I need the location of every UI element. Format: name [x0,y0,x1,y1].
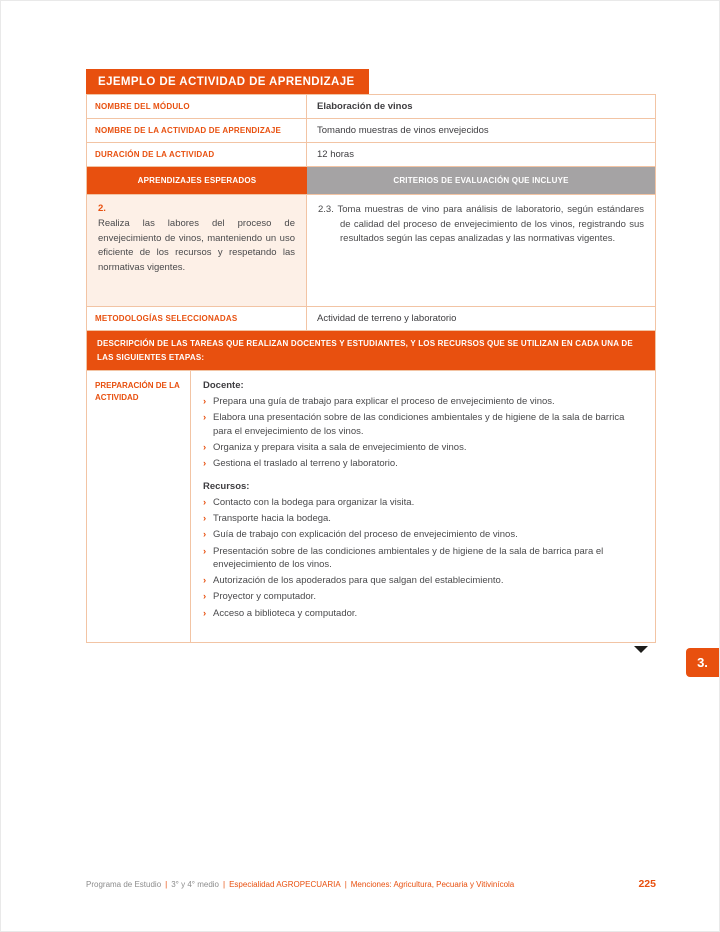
continuation-arrow-icon [634,646,648,653]
bullet-icon: › [203,529,207,541]
page-footer [86,878,656,890]
activity-name-value: Tomando muestras de vinos envejecidos [317,125,489,136]
table-row-learning-content [87,195,655,307]
list-item-text: Organiza y prepara visita a sala de envejecimiento de vinos. [213,442,467,454]
list-item [203,545,643,572]
footer-separator: | [165,880,168,889]
list-item [203,574,643,587]
table-row-preparation [87,371,655,642]
bullet-icon: › [203,458,207,470]
module-value: Elaboración de vinos [317,101,413,112]
recursos-list [203,496,643,620]
docente-list [203,395,643,470]
list-item [203,512,643,525]
duration-label: DURACIÓN DE LA ACTIVIDAD [87,143,307,166]
bullet-icon: › [203,607,207,619]
bullet-icon: › [203,496,207,508]
docente-section-title: Docente: [203,380,244,392]
list-item-text: Guía de trabajo con explicación del proceso de envejecimiento de vinos. [213,529,518,541]
list-item [203,528,643,541]
duration-value: 12 horas [317,149,354,160]
table-row-activity-name [87,119,655,143]
footer-grade: 3° y 4° medio [171,880,219,889]
expected-learning-header: APRENDIZAJES ESPERADOS [87,167,307,194]
footer-program: Programa de Estudio [86,880,162,889]
document-content [86,69,656,653]
expected-learning-number: 2. [98,203,106,214]
list-item-text: Contacto con la bodega para organizar la visita. [213,496,415,508]
list-item [203,395,643,408]
list-item-text: Acceso a biblioteca y computador. [213,607,358,619]
recursos-section-title: Recursos: [203,480,250,492]
module-label: NOMBRE DEL MÓDULO [87,95,307,118]
bullet-icon: › [203,396,207,408]
list-item-text: Transporte hacia la bodega. [213,512,331,524]
tasks-description-banner: DESCRIPCIÓN DE LAS TAREAS QUE REALIZAN DOCENTES Y ESTUDIANTES, Y LOS RECURSOS QUE SE UTILIZAN EN CADA UNA DE LAS SIGUIENTES ETAPAS: [87,331,655,370]
bullet-icon: › [203,545,207,557]
evaluation-criteria-text: 2.3. Toma muestras de vino para análisis de laboratorio, según estándares de calidad del proceso de envejecimiento de los vinos, registrando sus resultados según las cepas analizadas y las normativas vigentes. [318,204,644,245]
preparation-label: PREPARACIÓN DE LA ACTIVIDAD [87,371,191,642]
footer-separator: | [344,880,347,889]
footer-mentions: Menciones: Agricultura, Pecuaria y Vitivinícola [350,880,515,889]
list-item [203,457,643,470]
footer-specialty: Especialidad AGROPECUARIA [229,880,341,889]
activity-example-header: EJEMPLO DE ACTIVIDAD DE APRENDIZAJE [86,69,369,94]
footer-separator: | [223,880,226,889]
bullet-icon: › [203,591,207,603]
expected-learning-text: Realiza las labores del proceso de envejecimiento de vinos, manteniendo un uso eficiente de los recursos y respetando las normativas vigentes. [98,218,295,274]
footer-text [86,880,514,889]
bullet-icon: › [203,412,207,424]
page-number: 225 [638,878,656,890]
table-row-duration [87,143,655,167]
methodology-label: METODOLOGÍAS SELECCIONADAS [87,307,307,330]
list-item [203,607,643,620]
table-row-methodology [87,307,655,331]
bullet-icon: › [203,512,207,524]
activity-name-label: NOMBRE DE LA ACTIVIDAD DE APRENDIZAJE [87,119,307,142]
list-item-text: Gestiona el traslado al terreno y laboratorio. [213,458,398,470]
list-item [203,441,643,454]
chapter-side-tab: 3. [686,648,719,677]
list-item [203,411,643,438]
bullet-icon: › [203,575,207,587]
table-row-module [87,95,655,119]
bullet-icon: › [203,442,207,454]
list-item-text: Presentación sobre de las condiciones ambientales y de higiene de la sala de barrica para el envejecimiento de los vinos. [213,545,604,570]
evaluation-criteria-header: CRITERIOS DE EVALUACIÓN QUE INCLUYE [307,167,655,194]
list-item-text: Proyector y computador. [213,591,316,603]
expected-learning-cell [87,195,307,306]
list-item-text: Autorización de los apoderados para que salgan del establecimiento. [213,575,504,587]
table-row-description-banner [87,331,655,371]
list-item [203,590,643,603]
preparation-content [191,371,655,642]
list-item [203,496,643,509]
methodology-value: Actividad de terreno y laboratorio [317,313,457,324]
activity-table [86,94,656,643]
list-item-text: Prepara una guía de trabajo para explicar el proceso de envejecimiento de vinos. [213,396,555,408]
evaluation-criteria-cell [307,195,655,306]
table-row-column-headers [87,167,655,195]
list-item-text: Elabora una presentación sobre de las condiciones ambientales y de higiene de la sala de barrica para el envejecimiento de los vinos. [213,412,625,437]
